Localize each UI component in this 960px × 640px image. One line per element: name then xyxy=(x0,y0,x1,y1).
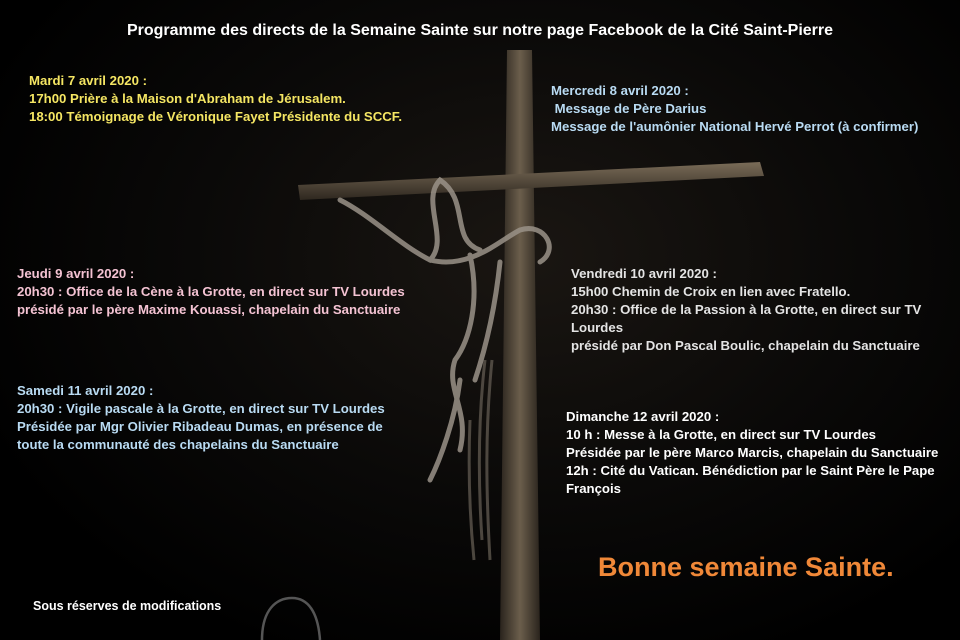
event-date: Mardi 7 avril 2020 : xyxy=(29,73,148,88)
event-line: Message de l'aumônier National Hervé Perrot (à confirmer) xyxy=(551,119,919,134)
event-line: 20h30 : Office de la Passion à la Grotte, en direct sur TV xyxy=(571,302,922,317)
event-line: toute la communauté des chapelains du Sanctuaire xyxy=(17,437,339,452)
event-thursday xyxy=(17,265,405,319)
event-date: Mercredi 8 avril 2020 : xyxy=(551,83,689,98)
event-line: 18:00 Témoignage de Véronique Fayet Présidente du SCCF. xyxy=(29,109,403,124)
event-date: Jeudi 9 avril 2020 : xyxy=(17,266,135,281)
event-tuesday xyxy=(29,72,402,126)
event-line: 15h00 Chemin de Croix en lien avec Fratello. xyxy=(571,284,851,299)
event-line: présidé par Don Pascal Boulic, chapelain du Sanctuaire xyxy=(571,338,920,353)
event-saturday xyxy=(17,382,385,454)
cross-vertical-beam xyxy=(500,50,540,640)
event-date: Dimanche 12 avril 2020 : xyxy=(566,409,720,424)
arch-silhouette xyxy=(262,598,320,640)
event-date: Samedi 11 avril 2020 : xyxy=(17,383,154,398)
event-date: Vendredi 10 avril 2020 : xyxy=(571,266,717,281)
event-line: 20h30 : Office de la Cène à la Grotte, en direct sur TV Lourdes xyxy=(17,284,405,299)
event-line: Présidée par Mgr Olivier Ribadeau Dumas, en présence de xyxy=(17,419,383,434)
event-wednesday xyxy=(551,82,918,136)
closing-greeting: Bonne semaine Sainte. xyxy=(598,552,894,582)
event-sunday xyxy=(566,408,938,498)
event-line: 12h : Cité du Vatican. Bénédiction par le Saint Père le Pape xyxy=(566,463,935,478)
event-line: 20h30 : Vigile pascale à la Grotte, en direct sur TV Lourdes xyxy=(17,401,385,416)
event-line: présidé par le père Maxime Kouassi, chapelain du Sanctuaire xyxy=(17,302,401,317)
event-line: Présidée par le père Marco Marcis, chapelain du Sanctuaire xyxy=(566,445,939,460)
event-line: Message de Père Darius xyxy=(551,101,707,116)
event-line: François xyxy=(566,481,621,496)
footnote: Sous réserves de modifications xyxy=(33,599,222,613)
event-line: 17h00 Prière à la Maison d'Abraham de Jérusalem. xyxy=(29,91,346,106)
event-friday xyxy=(571,265,921,355)
page-title: Programme des directs de la Semaine Sainte sur notre page Facebook de la Cité Saint-Pierre xyxy=(126,22,834,39)
event-line: Lourdes xyxy=(571,320,624,335)
event-line: 10 h : Messe à la Grotte, en direct sur TV Lourdes xyxy=(566,427,876,442)
